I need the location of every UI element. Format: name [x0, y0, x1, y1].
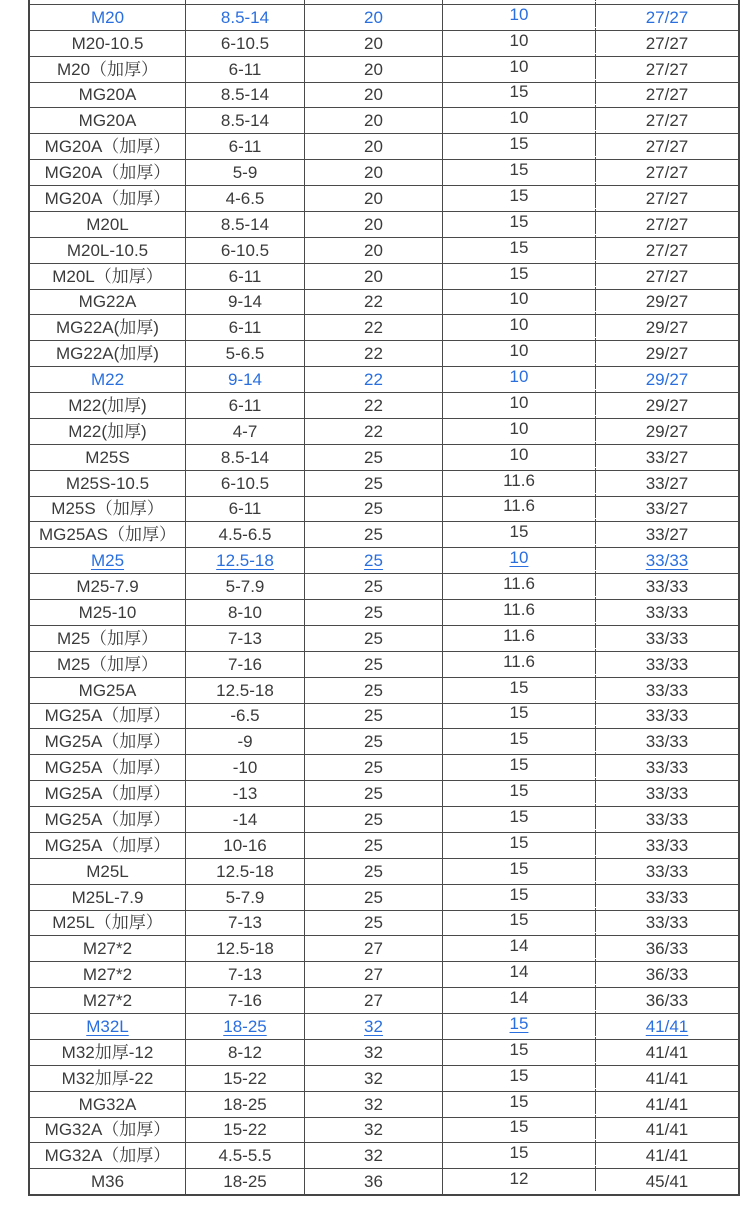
cell-col-1-model: MG25A（加厚） [30, 833, 186, 858]
cell-col-1-model: M20（加厚） [30, 57, 186, 82]
cell-col-2-range: 15-22 [186, 1118, 305, 1143]
cell-col-3: 25 [305, 445, 443, 470]
cell-col-2-range: -9 [186, 729, 305, 754]
cell-col-1-model: M32加厚-22 [30, 1066, 186, 1091]
cell-col-3: 22 [305, 290, 443, 315]
table-row [30, 573, 738, 599]
table-row [30, 754, 738, 780]
cell-col-2-range: 7-16 [186, 988, 305, 1013]
cell-col-3: 27 [305, 936, 443, 961]
cell-col-5: 27/27 [645, 137, 689, 157]
cell-col-1-model: MG25A（加厚） [30, 781, 186, 806]
cell-col-5: 27/27 [645, 111, 689, 131]
cell-col-2-range: 8-12 [186, 1040, 305, 1065]
cell-col-5: 33/33 [645, 861, 689, 881]
cell-col-5: 33/33 [645, 706, 689, 726]
table-row [30, 521, 738, 547]
cell-col-3: 32 [305, 1143, 443, 1168]
cell-col-3: 25 [305, 626, 443, 651]
cell-col-3: 32 [305, 1014, 443, 1039]
table-row [30, 1117, 738, 1143]
cell-col-1-model: M32L [30, 1014, 186, 1039]
cell-col-4: 12 [443, 1166, 596, 1191]
cell-col-1-model: M27*2 [30, 988, 186, 1013]
cell-col-4: 15 [443, 882, 596, 907]
table-row [30, 418, 738, 444]
cell-col-1-model: MG20A [30, 83, 186, 108]
cell-col-4: 15 [443, 701, 596, 726]
cell-col-2-range: 7-13 [186, 962, 305, 987]
cell-col-1-model: M20-10.5 [30, 31, 186, 56]
cell-col-4: 10 [443, 105, 596, 130]
cell-col-4: 10 [443, 545, 596, 570]
cell-col-4: 10 [443, 54, 596, 79]
cell-col-2-range: 6-11 [186, 264, 305, 289]
cell-col-4: 10 [443, 442, 596, 467]
cell-col-4: 15 [443, 1140, 596, 1165]
cell-col-1-model: MG25A（加厚） [30, 729, 186, 754]
cell-col-4: 15 [443, 157, 596, 182]
cell-col-1-model: M32加厚-12 [30, 1040, 186, 1065]
cell-col-5: 41/41 [645, 1068, 689, 1088]
table-row [30, 987, 738, 1013]
cell-col-3: 25 [305, 807, 443, 832]
cell-col-2-range: 4.5-6.5 [186, 522, 305, 547]
cell-col-2-range: 18-25 [186, 1014, 305, 1039]
cell-col-4: 15 [443, 908, 596, 933]
cell-col-2-range: 18-25 [186, 1092, 305, 1117]
table-row [30, 780, 738, 806]
table-row [30, 703, 738, 729]
cell-col-3: 27 [305, 962, 443, 987]
cell-col-4: 15 [443, 830, 596, 855]
cell-col-3: 20 [305, 264, 443, 289]
table-row [30, 910, 738, 936]
cell-col-5: 27/27 [645, 33, 689, 53]
cell-col-5: 33/27 [645, 499, 689, 519]
cell-col-5: 29/27 [645, 344, 689, 364]
table-row [30, 470, 738, 496]
cell-col-1-model: M25S（加厚） [30, 497, 186, 522]
cell-col-4: 15 [443, 752, 596, 777]
cell-col-1-model: M22(加厚) [30, 419, 186, 444]
cell-col-4: 15 [443, 519, 596, 544]
cell-col-3: 25 [305, 652, 443, 677]
cell-col-5: 29/27 [645, 421, 689, 441]
table-row [30, 340, 738, 366]
table-row [30, 314, 738, 340]
cell-col-5: 33/33 [645, 602, 689, 622]
cell-col-3: 25 [305, 704, 443, 729]
cell-col-3: 20 [305, 134, 443, 159]
cell-col-5: 29/27 [645, 370, 689, 390]
cell-col-3: 20 [305, 83, 443, 108]
cell-col-2-range: 9-14 [186, 290, 305, 315]
cell-col-4: 15 [443, 1037, 596, 1062]
cell-col-2-range: 12.5-18 [186, 859, 305, 884]
cell-col-4: 11.6 [443, 571, 596, 596]
cell-col-2-range: 5-6.5 [186, 341, 305, 366]
table-row [30, 1039, 738, 1065]
table-row [30, 547, 738, 573]
cell-col-3: 32 [305, 1092, 443, 1117]
cell-col-3: 20 [305, 186, 443, 211]
cell-col-2-range: 12.5-18 [186, 936, 305, 961]
cell-col-2-range [186, 0, 305, 4]
cell-col-1-model: M25 [30, 548, 186, 573]
cell-col-3: 25 [305, 497, 443, 522]
spec-table [28, 0, 740, 1196]
cell-col-3: 25 [305, 833, 443, 858]
cell-col-1-model: M22 [30, 367, 186, 392]
cell-col-1-model: MG22A(加厚) [30, 341, 186, 366]
cell-col-4: 11.6 [443, 597, 596, 622]
cell-col-3: 20 [305, 238, 443, 263]
cell-col-5: 33/27 [645, 473, 689, 493]
cell-col-3: 25 [305, 471, 443, 496]
cell-col-1-model: M36 [30, 1169, 186, 1194]
cell-col-5: 33/33 [645, 887, 689, 907]
cell-col-5: 33/33 [645, 784, 689, 804]
cell-col-1-model: M25L [30, 859, 186, 884]
cell-col-2-range: 6-11 [186, 57, 305, 82]
table-row [30, 133, 738, 159]
cell-col-5: 29/27 [645, 292, 689, 312]
table-row [30, 1065, 738, 1091]
cell-col-1-model: M27*2 [30, 936, 186, 961]
cell-col-3: 25 [305, 574, 443, 599]
cell-col-2-range: 7-13 [186, 911, 305, 936]
cell-col-2-range: 8.5-14 [186, 212, 305, 237]
table-row [30, 444, 738, 470]
cell-col-4: 11.6 [443, 649, 596, 674]
cell-col-1-model: M20L（加厚） [30, 264, 186, 289]
table-row [30, 185, 738, 211]
cell-col-4: 15 [443, 726, 596, 751]
cell-col-2-range: 12.5-18 [186, 678, 305, 703]
cell-col-1-model: M25L（加厚） [30, 911, 186, 936]
cell-col-1-model: MG32A（加厚） [30, 1143, 186, 1168]
table-row [30, 961, 738, 987]
table-row [30, 1091, 738, 1117]
cell-col-4: 15 [443, 1011, 596, 1036]
cell-col-1-model: MG20A（加厚） [30, 186, 186, 211]
cell-col-2-range: 6-10.5 [186, 238, 305, 263]
cell-col-4: 14 [443, 985, 596, 1010]
cell-col-5: 41/41 [645, 1094, 689, 1114]
cell-col-1-model: M25S-10.5 [30, 471, 186, 496]
cell-col-1-model: M27*2 [30, 962, 186, 987]
cell-col-5: 36/33 [645, 939, 689, 959]
cell-col-3: 22 [305, 341, 443, 366]
cell-col-5: 33/27 [645, 525, 689, 545]
cell-col-4 [443, 0, 596, 1]
cell-col-2-range: 6-11 [186, 134, 305, 159]
cell-col-2-range: 10-16 [186, 833, 305, 858]
cell-col-5: 36/33 [645, 991, 689, 1011]
table-row [30, 858, 738, 884]
cell-col-2-range: 18-25 [186, 1169, 305, 1194]
cell-col-2-range: -10 [186, 755, 305, 780]
cell-col-4: 14 [443, 933, 596, 958]
cell-col-5: 27/27 [645, 59, 689, 79]
cell-col-2-range: -14 [186, 807, 305, 832]
cell-col-5 [596, 0, 738, 4]
cell-col-1-model: M22(加厚) [30, 393, 186, 418]
cell-col-3: 22 [305, 315, 443, 340]
table-row [30, 211, 738, 237]
cell-col-3: 25 [305, 600, 443, 625]
cell-col-3: 32 [305, 1066, 443, 1091]
cell-col-4: 10 [443, 287, 596, 312]
cell-col-2-range: -13 [186, 781, 305, 806]
cell-col-5: 27/27 [645, 240, 689, 260]
cell-col-5: 33/33 [645, 732, 689, 752]
cell-col-1-model: MG32A [30, 1092, 186, 1117]
cell-col-3: 25 [305, 859, 443, 884]
cell-col-2-range: 4-7 [186, 419, 305, 444]
table-row [30, 1013, 738, 1039]
cell-col-4: 10 [443, 312, 596, 337]
cell-col-5: 33/33 [645, 551, 689, 571]
cell-col-5: 27/27 [645, 188, 689, 208]
cell-col-3: 22 [305, 419, 443, 444]
table-row [30, 159, 738, 185]
table-row [30, 884, 738, 910]
cell-col-4: 15 [443, 80, 596, 105]
cell-col-1-model: MG22A(加厚) [30, 315, 186, 340]
cell-col-1-model: M25-7.9 [30, 574, 186, 599]
cell-col-4: 10 [443, 390, 596, 415]
table-row [30, 651, 738, 677]
cell-col-4: 15 [443, 235, 596, 260]
cell-col-4: 10 [443, 28, 596, 53]
cell-col-1-model [30, 0, 186, 4]
table-row [30, 728, 738, 754]
cell-col-3: 22 [305, 393, 443, 418]
cell-col-1-model: MG25A（加厚） [30, 755, 186, 780]
cell-col-2-range: 5-9 [186, 160, 305, 185]
cell-col-2-range: 8.5-14 [186, 83, 305, 108]
cell-col-5: 33/33 [645, 835, 689, 855]
cell-col-4: 15 [443, 209, 596, 234]
cell-col-5: 33/33 [645, 577, 689, 597]
cell-col-3: 25 [305, 885, 443, 910]
cell-col-1-model: M25-10 [30, 600, 186, 625]
cell-col-4: 15 [443, 1063, 596, 1088]
cell-col-5: 45/41 [645, 1172, 689, 1192]
cell-col-2-range: -6.5 [186, 704, 305, 729]
table-row [30, 625, 738, 651]
cell-col-2-range: 4-6.5 [186, 186, 305, 211]
cell-col-3: 20 [305, 212, 443, 237]
cell-col-4: 11.6 [443, 623, 596, 648]
cell-col-1-model: M25（加厚） [30, 626, 186, 651]
table-row [30, 832, 738, 858]
cell-col-1-model: MG32A（加厚） [30, 1118, 186, 1143]
table-row [30, 82, 738, 108]
cell-col-1-model: M25L-7.9 [30, 885, 186, 910]
cell-col-5: 33/33 [645, 654, 689, 674]
table-row [30, 677, 738, 703]
cell-col-5: 33/33 [645, 758, 689, 778]
cell-col-5: 36/33 [645, 965, 689, 985]
cell-col-1-model: MG25AS（加厚） [30, 522, 186, 547]
cell-col-2-range: 6-10.5 [186, 471, 305, 496]
table-row [30, 1142, 738, 1168]
cell-col-3 [305, 0, 443, 4]
cell-col-2-range: 7-16 [186, 652, 305, 677]
cell-col-4: 15 [443, 131, 596, 156]
cell-col-3: 25 [305, 548, 443, 573]
cell-col-2-range: 12.5-18 [186, 548, 305, 573]
table-row [30, 56, 738, 82]
cell-col-5: 41/41 [645, 1042, 689, 1062]
cell-col-5: 41/41 [645, 1120, 689, 1140]
cell-col-3: 20 [305, 5, 443, 30]
cell-col-1-model: M20 [30, 5, 186, 30]
cell-col-3: 20 [305, 31, 443, 56]
cell-col-1-model: MG22A [30, 290, 186, 315]
cell-col-4: 10 [443, 416, 596, 441]
cell-col-4: 15 [443, 183, 596, 208]
cell-col-5: 33/33 [645, 809, 689, 829]
cell-col-5: 29/27 [645, 395, 689, 415]
cell-col-4: 11.6 [443, 494, 596, 519]
table-row [30, 935, 738, 961]
cell-col-3: 25 [305, 781, 443, 806]
table-row [30, 0, 738, 4]
cell-col-3: 22 [305, 367, 443, 392]
cell-col-5: 27/27 [645, 214, 689, 234]
cell-col-4: 14 [443, 959, 596, 984]
table-row [30, 599, 738, 625]
table-row [30, 237, 738, 263]
cell-col-5: 33/33 [645, 628, 689, 648]
table-row [30, 496, 738, 522]
cell-col-2-range: 6-10.5 [186, 31, 305, 56]
cell-col-2-range: 8.5-14 [186, 5, 305, 30]
cell-col-2-range: 6-11 [186, 393, 305, 418]
cell-col-5: 41/41 [645, 1016, 689, 1036]
table-row [30, 806, 738, 832]
table-row [30, 4, 738, 30]
cell-col-4: 15 [443, 778, 596, 803]
cell-col-1-model: MG20A（加厚） [30, 134, 186, 159]
table-row [30, 366, 738, 392]
cell-col-1-model: MG20A（加厚） [30, 160, 186, 185]
cell-col-5: 33/27 [645, 447, 689, 467]
cell-col-3: 32 [305, 1040, 443, 1065]
cell-col-3: 25 [305, 911, 443, 936]
cell-col-2-range: 8.5-14 [186, 108, 305, 133]
cell-col-4: 15 [443, 1115, 596, 1140]
cell-col-4: 15 [443, 856, 596, 881]
cell-col-1-model: MG25A（加厚） [30, 704, 186, 729]
cell-col-5: 27/27 [645, 7, 689, 27]
table-row [30, 263, 738, 289]
cell-col-2-range: 8.5-14 [186, 445, 305, 470]
cell-col-4: 10 [443, 338, 596, 363]
cell-col-3: 25 [305, 522, 443, 547]
cell-col-4: 10 [443, 364, 596, 389]
cell-col-3: 25 [305, 678, 443, 703]
cell-col-1-model: M20L-10.5 [30, 238, 186, 263]
cell-col-5: 41/41 [645, 1146, 689, 1166]
table-row [30, 392, 738, 418]
cell-col-2-range: 8-10 [186, 600, 305, 625]
cell-col-2-range: 9-14 [186, 367, 305, 392]
cell-col-1-model: MG25A（加厚） [30, 807, 186, 832]
cell-col-2-range: 5-7.9 [186, 885, 305, 910]
cell-col-1-model: MG25A [30, 678, 186, 703]
cell-col-2-range: 7-13 [186, 626, 305, 651]
cell-col-5: 33/33 [645, 913, 689, 933]
cell-col-5: 27/27 [645, 163, 689, 183]
cell-col-4: 10 [443, 2, 596, 27]
cell-col-3: 20 [305, 57, 443, 82]
cell-col-5: 27/27 [645, 85, 689, 105]
cell-col-2-range: 6-11 [186, 315, 305, 340]
cell-col-1-model: MG20A [30, 108, 186, 133]
cell-col-3: 20 [305, 108, 443, 133]
cell-col-4: 15 [443, 675, 596, 700]
cell-col-2-range: 5-7.9 [186, 574, 305, 599]
cell-col-3: 36 [305, 1169, 443, 1194]
cell-col-1-model: M25（加厚） [30, 652, 186, 677]
table-row [30, 289, 738, 315]
table-row [30, 1168, 738, 1194]
cell-col-4: 15 [443, 1089, 596, 1114]
cell-col-5: 27/27 [645, 266, 689, 286]
cell-col-4: 11.6 [443, 468, 596, 493]
cell-col-5: 29/27 [645, 318, 689, 338]
cell-col-2-range: 15-22 [186, 1066, 305, 1091]
cell-col-3: 32 [305, 1118, 443, 1143]
cell-col-3: 25 [305, 729, 443, 754]
cell-col-5: 33/33 [645, 680, 689, 700]
cell-col-3: 20 [305, 160, 443, 185]
cell-col-2-range: 6-11 [186, 497, 305, 522]
table-row [30, 30, 738, 56]
cell-col-4: 15 [443, 804, 596, 829]
cell-col-1-model: M20L [30, 212, 186, 237]
table-row [30, 107, 738, 133]
cell-col-1-model: M25S [30, 445, 186, 470]
cell-col-3: 25 [305, 755, 443, 780]
cell-col-3: 27 [305, 988, 443, 1013]
cell-col-2-range: 4.5-5.5 [186, 1143, 305, 1168]
cell-col-4: 15 [443, 261, 596, 286]
